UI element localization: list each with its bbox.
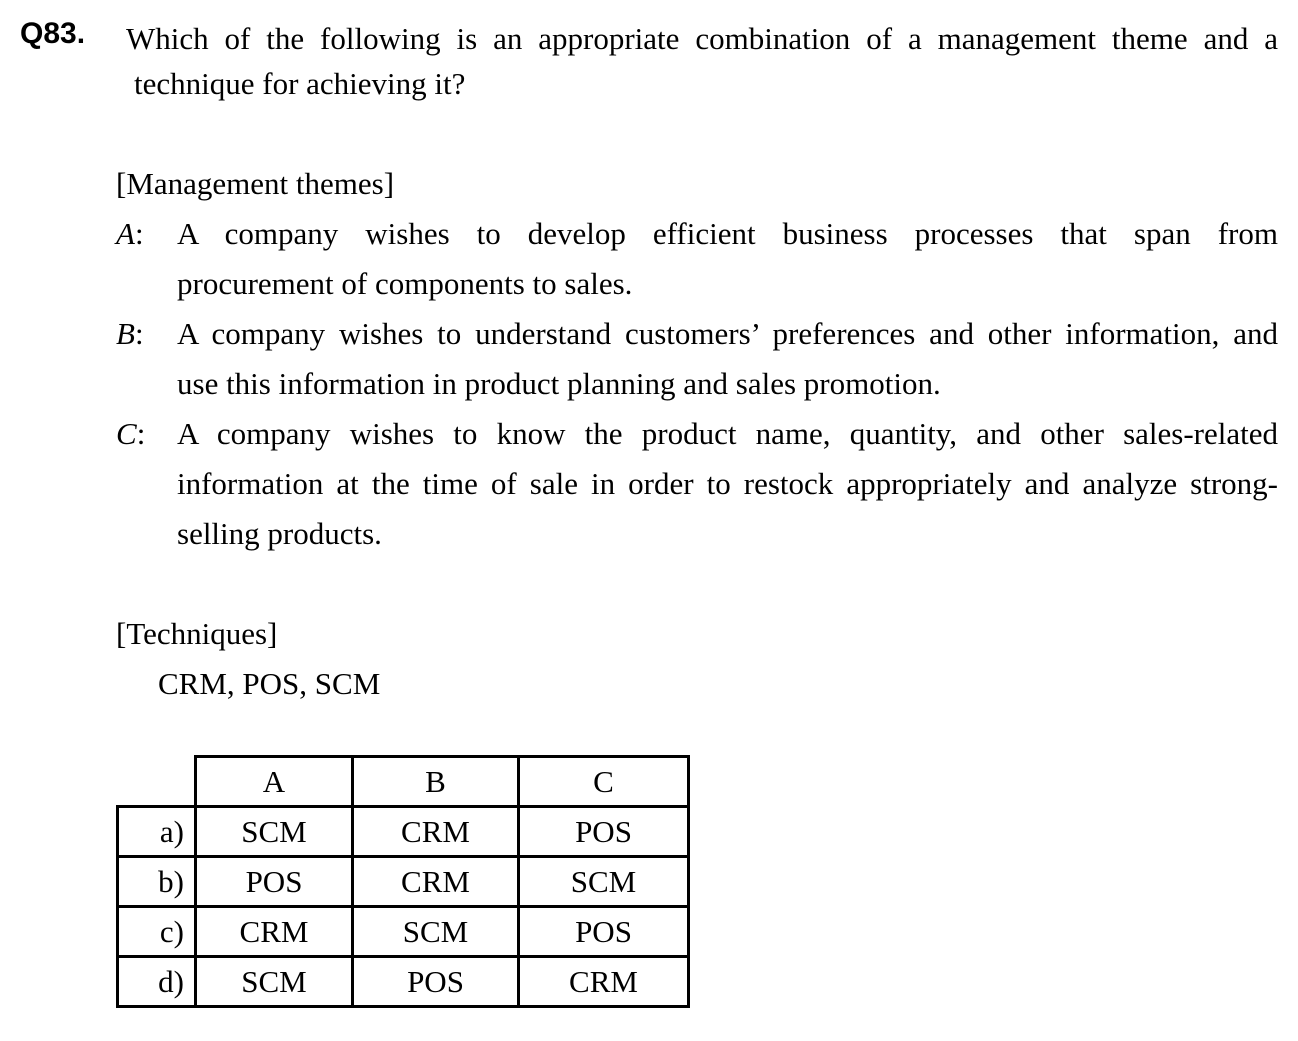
choice-label-a: a) — [118, 807, 196, 857]
choice-label-b: b) — [118, 857, 196, 907]
themes-heading: [Management themes] — [116, 166, 395, 201]
answer-choices-table — [116, 755, 690, 1008]
techniques-heading: [Techniques] — [116, 616, 278, 651]
table-cell: SCM — [519, 857, 689, 907]
table-cell: POS — [353, 957, 519, 1007]
table-cell: SCM — [196, 807, 353, 857]
question-stem-line-1: Which of the following is an appropriate combination of a management theme and a — [126, 21, 1278, 56]
table-cell: POS — [519, 907, 689, 957]
theme-a-line-2: procurement of components to sales. — [177, 266, 633, 301]
table-cell: SCM — [353, 907, 519, 957]
question-stem-line-2: technique for achieving it? — [134, 66, 466, 101]
table-cell: CRM — [353, 807, 519, 857]
question-number: Q83. — [20, 17, 86, 50]
theme-a-text — [177, 209, 1278, 309]
table-header-c: C — [519, 757, 689, 807]
table-row — [118, 857, 689, 907]
theme-c-line-1: A company wishes to know the product name, quantity, and other sales-related — [177, 416, 1278, 451]
choice-label-c: c) — [118, 907, 196, 957]
table-cell: POS — [196, 857, 353, 907]
theme-b-line-1: A company wishes to understand customers’ preferences and other information, and — [177, 316, 1278, 351]
table-header-a: A — [196, 757, 353, 807]
theme-a-line-1: A company wishes to develop efficient business processes that span from — [177, 216, 1278, 251]
table-header-b: B — [353, 757, 519, 807]
table-row — [118, 907, 689, 957]
theme-c-line-3: selling products. — [177, 516, 382, 551]
table-row — [118, 957, 689, 1007]
table-row — [118, 807, 689, 857]
theme-c-text — [177, 409, 1278, 559]
choice-label-d: d) — [118, 957, 196, 1007]
theme-c-line-2: information at the time of sale in order to restock appropriately and analyze strong- — [177, 466, 1278, 501]
techniques-list: CRM, POS, SCM — [158, 666, 381, 701]
table-cell: SCM — [196, 957, 353, 1007]
table-cell: CRM — [196, 907, 353, 957]
table-cell: CRM — [353, 857, 519, 907]
theme-b-text — [177, 309, 1278, 409]
theme-b-line-2: use this information in product planning and sales promotion. — [177, 366, 941, 401]
table-cell: CRM — [519, 957, 689, 1007]
table-header-row — [118, 757, 689, 807]
theme-c-letter: C: — [116, 416, 146, 451]
theme-b-letter: B: — [116, 316, 144, 351]
table-cell: POS — [519, 807, 689, 857]
theme-a-letter: A: — [116, 216, 144, 251]
table-corner-cell — [118, 757, 196, 807]
